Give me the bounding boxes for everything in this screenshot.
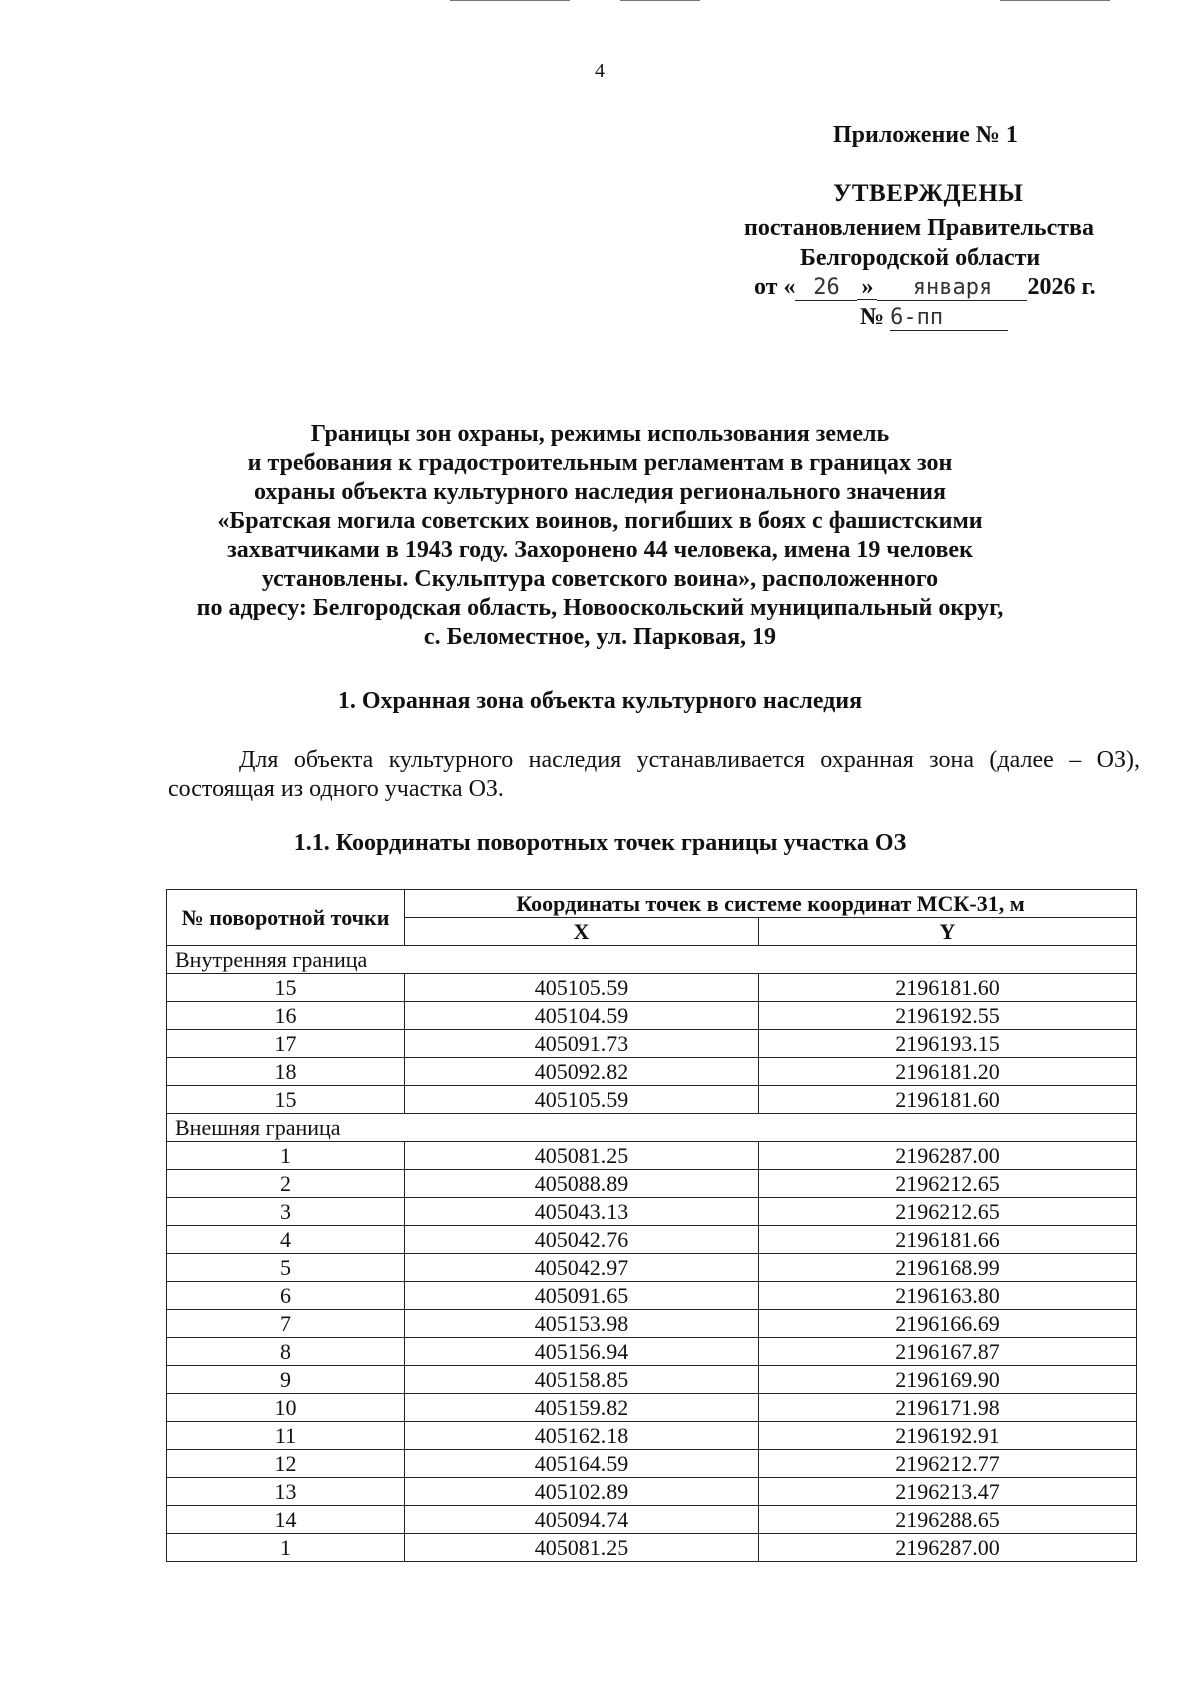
x-coordinate-cell: 405091.65: [405, 1282, 759, 1310]
group-label: Внутренняя граница: [167, 946, 1137, 974]
y-coordinate-cell: 2196171.98: [759, 1394, 1137, 1422]
table-group-row: [167, 1114, 1137, 1142]
point-number-cell: 7: [167, 1310, 405, 1338]
y-coordinate-cell: 2196212.65: [759, 1170, 1137, 1198]
point-number-cell: 6: [167, 1282, 405, 1310]
title-line: Границы зон охраны, режимы использования земель: [310, 421, 890, 447]
table-row: [167, 1478, 1137, 1506]
approval-number: [860, 304, 1008, 331]
table-row: [167, 1142, 1137, 1170]
header-x: X: [405, 918, 759, 946]
paragraph: Для объекта культурного наследия устанавливается охранная зона (далее – ОЗ), состоящая из одного участка ОЗ.: [168, 747, 1140, 802]
date-year: 2026 г.: [1027, 274, 1096, 300]
date-mid: »: [857, 275, 877, 300]
point-number-cell: 5: [167, 1254, 405, 1282]
table-row: [167, 1002, 1137, 1030]
appendix-label: Приложение № 1: [833, 122, 1018, 148]
table-group-row: [167, 946, 1137, 974]
table-row: [167, 1366, 1137, 1394]
table-row: [167, 1226, 1137, 1254]
header-point-number: № поворотной точки: [167, 890, 405, 946]
x-coordinate-cell: 405153.98: [405, 1310, 759, 1338]
x-coordinate-cell: 405164.59: [405, 1450, 759, 1478]
table-row: [167, 1338, 1137, 1366]
x-coordinate-cell: 405162.18: [405, 1422, 759, 1450]
y-coordinate-cell: 2196181.66: [759, 1226, 1137, 1254]
header-coordinates: Координаты точек в системе координат МСК-31, м: [405, 890, 1137, 918]
point-number-cell: 15: [167, 1086, 405, 1114]
point-number-cell: 3: [167, 1198, 405, 1226]
approval-heading: УТВЕРЖДЕНЫ: [833, 180, 1024, 207]
y-coordinate-cell: 2196287.00: [759, 1142, 1137, 1170]
y-coordinate-cell: 2196193.15: [759, 1030, 1137, 1058]
table-row: [167, 1310, 1137, 1338]
title-line: охраны объекта культурного наследия регионального значения: [254, 479, 946, 505]
table-row: [167, 1198, 1137, 1226]
date-month: января: [877, 276, 1027, 301]
table-row: [167, 1506, 1137, 1534]
point-number-cell: 4: [167, 1226, 405, 1254]
scan-artifact-line: [1000, 0, 1110, 1]
point-number-cell: 8: [167, 1338, 405, 1366]
table-row: [167, 1170, 1137, 1198]
title-line: с. Беломестное, ул. Парковая, 19: [423, 624, 777, 650]
y-coordinate-cell: 2196212.65: [759, 1198, 1137, 1226]
x-coordinate-cell: 405042.97: [405, 1254, 759, 1282]
x-coordinate-cell: 405092.82: [405, 1058, 759, 1086]
x-coordinate-cell: 405104.59: [405, 1002, 759, 1030]
table-row: [167, 1534, 1137, 1562]
title-line: захватчиками в 1943 году. Захоронено 44 человека, имена 19 человек: [227, 537, 973, 563]
subsection-title: 1.1. Координаты поворотных точек границы участка ОЗ: [293, 830, 907, 856]
point-number-cell: 1: [167, 1534, 405, 1562]
x-coordinate-cell: 405102.89: [405, 1478, 759, 1506]
y-coordinate-cell: 2196181.20: [759, 1058, 1137, 1086]
table-row: [167, 1450, 1137, 1478]
x-coordinate-cell: 405088.89: [405, 1170, 759, 1198]
y-coordinate-cell: 2196192.91: [759, 1422, 1137, 1450]
x-coordinate-cell: 405159.82: [405, 1394, 759, 1422]
table-row: [167, 1254, 1137, 1282]
point-number-cell: 11: [167, 1422, 405, 1450]
x-coordinate-cell: 405094.74: [405, 1506, 759, 1534]
table-row: [167, 1030, 1137, 1058]
point-number-cell: 2: [167, 1170, 405, 1198]
header-y: Y: [759, 918, 1137, 946]
table-row: [167, 1282, 1137, 1310]
approval-date: [754, 274, 1096, 301]
point-number-cell: 10: [167, 1394, 405, 1422]
y-coordinate-cell: 2196163.80: [759, 1282, 1137, 1310]
approval-line-1: постановлением Правительства: [744, 215, 1095, 241]
table-body: [167, 946, 1137, 1562]
y-coordinate-cell: 2196213.47: [759, 1478, 1137, 1506]
y-coordinate-cell: 2196167.87: [759, 1338, 1137, 1366]
point-number-cell: 12: [167, 1450, 405, 1478]
point-number-cell: 14: [167, 1506, 405, 1534]
x-coordinate-cell: 405081.25: [405, 1534, 759, 1562]
x-coordinate-cell: 405042.76: [405, 1226, 759, 1254]
title-line: по адресу: Белгородская область, Новооскольский муниципальный округ,: [196, 595, 1004, 621]
scan-artifact-line: [620, 0, 700, 1]
table-row: [167, 1394, 1137, 1422]
y-coordinate-cell: 2196192.55: [759, 1002, 1137, 1030]
date-prefix: от «: [754, 274, 796, 300]
table-row: [167, 1086, 1137, 1114]
approval-line-2: Белгородской области: [800, 245, 1041, 271]
x-coordinate-cell: 405158.85: [405, 1366, 759, 1394]
y-coordinate-cell: 2196287.00: [759, 1534, 1137, 1562]
page-number: 4: [595, 60, 605, 82]
y-coordinate-cell: 2196181.60: [759, 1086, 1137, 1114]
point-number-cell: 17: [167, 1030, 405, 1058]
point-number-cell: 13: [167, 1478, 405, 1506]
table-row: [167, 1422, 1137, 1450]
y-coordinate-cell: 2196288.65: [759, 1506, 1137, 1534]
x-coordinate-cell: 405156.94: [405, 1338, 759, 1366]
number-prefix: №: [860, 304, 885, 330]
x-coordinate-cell: 405043.13: [405, 1198, 759, 1226]
document-title: [160, 420, 1040, 652]
point-number-cell: 18: [167, 1058, 405, 1086]
x-coordinate-cell: 405105.59: [405, 1086, 759, 1114]
point-number-cell: 9: [167, 1366, 405, 1394]
title-line: установлены. Скульптура советского воина», расположенного: [261, 566, 939, 592]
coordinates-table: [166, 889, 1137, 1562]
number-value: 6-пп: [890, 306, 1008, 331]
y-coordinate-cell: 2196168.99: [759, 1254, 1137, 1282]
date-day: 26: [795, 276, 857, 301]
point-number-cell: 15: [167, 974, 405, 1002]
scan-artifact-line: [450, 0, 570, 1]
point-number-cell: 1: [167, 1142, 405, 1170]
y-coordinate-cell: 2196181.60: [759, 974, 1137, 1002]
x-coordinate-cell: 405091.73: [405, 1030, 759, 1058]
point-number-cell: 16: [167, 1002, 405, 1030]
group-label: Внешняя граница: [167, 1114, 1137, 1142]
title-line: и требования к градостроительным регламентам в границах зон: [247, 450, 953, 476]
y-coordinate-cell: 2196212.77: [759, 1450, 1137, 1478]
x-coordinate-cell: 405105.59: [405, 974, 759, 1002]
y-coordinate-cell: 2196169.90: [759, 1366, 1137, 1394]
x-coordinate-cell: 405081.25: [405, 1142, 759, 1170]
title-line: «Братская могила советских воинов, погибших в боях с фашистскими: [217, 508, 983, 534]
table-row: [167, 1058, 1137, 1086]
table-row: [167, 974, 1137, 1002]
section-title: 1. Охранная зона объекта культурного наследия: [337, 688, 863, 714]
y-coordinate-cell: 2196166.69: [759, 1310, 1137, 1338]
